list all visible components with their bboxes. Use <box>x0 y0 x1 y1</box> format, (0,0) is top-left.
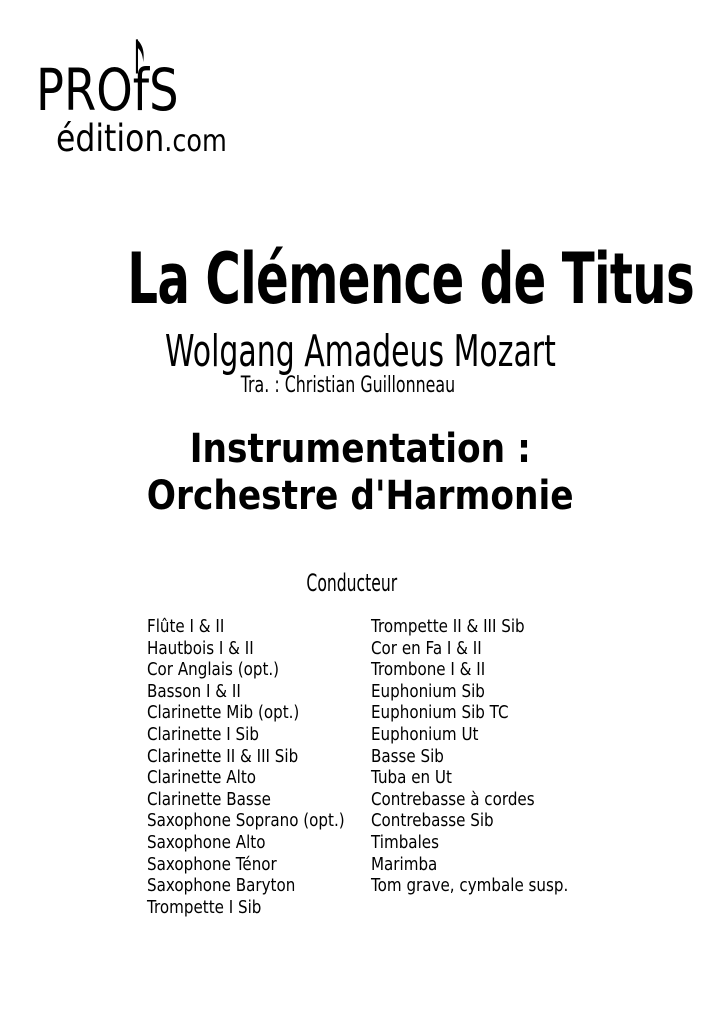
instrument-item: Saxophone Baryton <box>147 875 296 897</box>
instrumentation-label-text: Instrumentation : <box>189 426 531 472</box>
logo-edition-text: édition <box>56 117 165 160</box>
instrument-list-right <box>371 616 568 897</box>
part-name-text: Conducteur <box>306 569 398 597</box>
instrument-item: Clarinette Mib (opt.) <box>147 702 300 724</box>
composer-name <box>0 326 720 377</box>
instrument-item: Marimba <box>371 853 438 875</box>
piece-title-text: La Clémence de Titus <box>127 238 695 320</box>
instrument-item: Trombone I & II <box>371 659 486 681</box>
instrument-item: Euphonium Sib TC <box>371 702 509 724</box>
instrument-item: Trompette II & III Sib <box>371 616 525 637</box>
instrument-item: Tuba en Ut <box>371 767 452 789</box>
instrument-list-left <box>147 616 345 918</box>
instrument-item: Clarinette Alto <box>147 767 257 789</box>
piece-title <box>0 238 720 320</box>
instrument-item: Saxophone Ténor <box>147 853 277 875</box>
ensemble-name <box>0 473 720 520</box>
instrument-item: Basson I & II <box>147 680 241 702</box>
instrument-item: Contrebasse Sib <box>371 810 494 832</box>
instrument-item: Cor en Fa I & II <box>371 637 482 659</box>
instrumentation-heading <box>0 426 720 520</box>
publisher-logo <box>36 56 257 162</box>
instrumentation-label <box>0 426 720 473</box>
publisher-domain <box>56 119 257 162</box>
transcriber-credit-text: Tra. : Christian Guillonneau <box>240 373 456 398</box>
publisher-brand-name <box>36 56 257 124</box>
instrument-item: Saxophone Soprano (opt.) <box>147 810 345 832</box>
instrument-item: Trompette I Sib <box>147 896 262 918</box>
logo-text-s: S <box>149 56 179 124</box>
instrument-item: Cor Anglais (opt.) <box>147 659 280 681</box>
instrument-item: Saxophone Alto <box>147 831 266 853</box>
logo-tld-text: .com <box>164 124 227 159</box>
instrument-item: Flûte I & II <box>147 616 225 637</box>
ensemble-name-text: Orchestre d'Harmonie <box>146 473 574 519</box>
instrument-item: Clarinette Basse <box>147 788 271 810</box>
instrument-item: Timbales <box>371 831 439 853</box>
composer-name-text: Wolgang Amadeus Mozart <box>164 326 556 377</box>
instrument-item: Hautbois I & II <box>147 637 254 659</box>
transcriber-credit <box>0 373 720 399</box>
part-name <box>0 571 720 595</box>
instrument-item: Contrebasse à cordes <box>371 788 535 810</box>
instrument-item: Clarinette I Sib <box>147 723 259 745</box>
logo-text-pro: PRO <box>36 56 133 124</box>
instrument-item: Clarinette II & III Sib <box>147 745 299 767</box>
logo-letter-f <box>132 56 150 124</box>
eighth-note-icon <box>135 37 146 75</box>
logo-letter-f-text: f <box>132 56 150 124</box>
instrument-item: Euphonium Sib <box>371 680 485 702</box>
instrument-item: Basse Sib <box>371 745 444 767</box>
instrument-item: Tom grave, cymbale susp. <box>371 875 569 897</box>
instrument-item: Euphonium Ut <box>371 723 479 745</box>
